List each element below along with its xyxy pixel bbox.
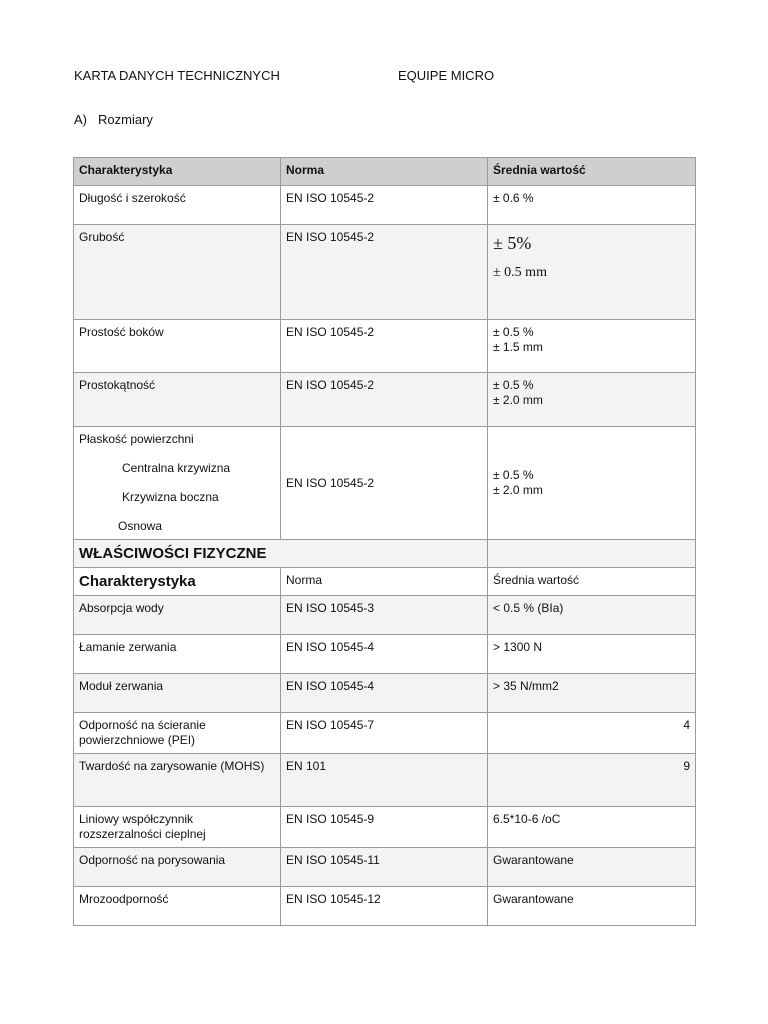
- header-norm: Norma: [281, 568, 488, 596]
- section-title-physical: WŁAŚCIWOŚCI FIZYCZNE: [74, 540, 488, 568]
- table-row: [74, 186, 696, 225]
- sub-characteristic: Osnowa: [118, 519, 163, 533]
- section-number: A): [74, 112, 87, 127]
- section-title-row: [74, 540, 696, 568]
- row-characteristic: Prostokątność: [74, 373, 281, 427]
- empty-cell: [488, 540, 696, 568]
- table-row: [74, 320, 696, 373]
- value-percent: ± 0.5 %: [493, 378, 534, 392]
- row-norm: EN ISO 10545-3: [281, 596, 488, 635]
- value-percent: ± 0.5 %: [493, 325, 534, 339]
- row-value: 6.5*10-6 /oC: [488, 807, 696, 848]
- table-row: [74, 596, 696, 635]
- row-value: Gwarantowane: [488, 848, 696, 887]
- technical-data-table: [73, 157, 696, 926]
- row-characteristic: Absorpcja wody: [74, 596, 281, 635]
- row-norm: EN 101: [281, 754, 488, 807]
- section-title: Rozmiary: [98, 112, 153, 127]
- table-header-row: [74, 158, 696, 186]
- table-row-flatness: [74, 427, 696, 540]
- table-row: [74, 373, 696, 427]
- row-norm: EN ISO 10545-12: [281, 887, 488, 926]
- row-norm: EN ISO 10545-2: [281, 320, 488, 373]
- row-characteristic: [74, 427, 281, 540]
- row-norm: EN ISO 10545-9: [281, 807, 488, 848]
- row-characteristic: Odporność na ścieranie powierzchniowe (PEI): [74, 713, 281, 754]
- sub-characteristic: Centralna krzywizna: [122, 461, 231, 475]
- row-characteristic: Łamanie zerwania: [74, 635, 281, 674]
- row-value: > 35 N/mm2: [488, 674, 696, 713]
- row-characteristic: Mrozoodporność: [74, 887, 281, 926]
- table-row: [74, 713, 696, 754]
- row-characteristic: Prostość boków: [74, 320, 281, 373]
- row-norm: EN ISO 10545-2: [281, 225, 488, 320]
- row-norm: EN ISO 10545-2: [281, 373, 488, 427]
- row-value: Gwarantowane: [488, 887, 696, 926]
- value-percent: ± 5%: [493, 233, 532, 253]
- value-mm: ± 2.0 mm: [493, 393, 543, 407]
- product-name: EQUIPE MICRO: [398, 68, 495, 83]
- value-mm: ± 1.5 mm: [493, 340, 543, 354]
- row-value: < 0.5 % (BIa): [488, 596, 696, 635]
- section-header-row: [74, 568, 696, 596]
- row-characteristic: Twardość na zarysowanie (MOHS): [74, 754, 281, 807]
- table-row: [74, 225, 696, 320]
- value-mm: ± 2.0 mm: [493, 483, 543, 497]
- row-value: 9: [488, 754, 696, 807]
- row-value: 4: [488, 713, 696, 754]
- table-row: [74, 674, 696, 713]
- table-row: [74, 807, 696, 848]
- row-norm: EN ISO 10545-4: [281, 674, 488, 713]
- row-norm: EN ISO 10545-7: [281, 713, 488, 754]
- value-mm: ± 0.5 mm: [493, 265, 547, 280]
- row-value: [488, 320, 696, 373]
- row-norm: EN ISO 10545-2: [281, 427, 488, 540]
- header-norm: Norma: [281, 158, 488, 186]
- row-value: ± 0.6 %: [488, 186, 696, 225]
- header-characteristic: Charakterystyka: [74, 568, 281, 596]
- row-characteristic: Moduł zerwania: [74, 674, 281, 713]
- header-characteristic: Charakterystyka: [74, 158, 281, 186]
- table-row: [74, 754, 696, 807]
- row-value: > 1300 N: [488, 635, 696, 674]
- table-row: [74, 635, 696, 674]
- row-characteristic: Odporność na porysowania: [74, 848, 281, 887]
- value-percent: ± 0.5 %: [493, 468, 534, 482]
- table-row: [74, 848, 696, 887]
- document-title: KARTA DANYCH TECHNICZNYCH: [74, 68, 280, 83]
- row-norm: EN ISO 10545-4: [281, 635, 488, 674]
- table-row: [74, 887, 696, 926]
- row-norm: EN ISO 10545-11: [281, 848, 488, 887]
- header-average-value: Średnia wartość: [488, 158, 696, 186]
- header-average-value: Średnia wartość: [488, 568, 696, 596]
- section-heading-dimensions: [74, 112, 153, 127]
- row-norm: EN ISO 10545-2: [281, 186, 488, 225]
- flatness-label: Płaskość powierzchni: [79, 432, 194, 446]
- row-characteristic: Długość i szerokość: [74, 186, 281, 225]
- sub-characteristic: Krzywizna boczna: [122, 490, 219, 504]
- row-value: [488, 373, 696, 427]
- row-value: [488, 427, 696, 540]
- row-characteristic: Liniowy współczynnik rozszerzalności cieplnej: [74, 807, 281, 848]
- row-characteristic: Grubość: [74, 225, 281, 320]
- row-value: [488, 225, 696, 320]
